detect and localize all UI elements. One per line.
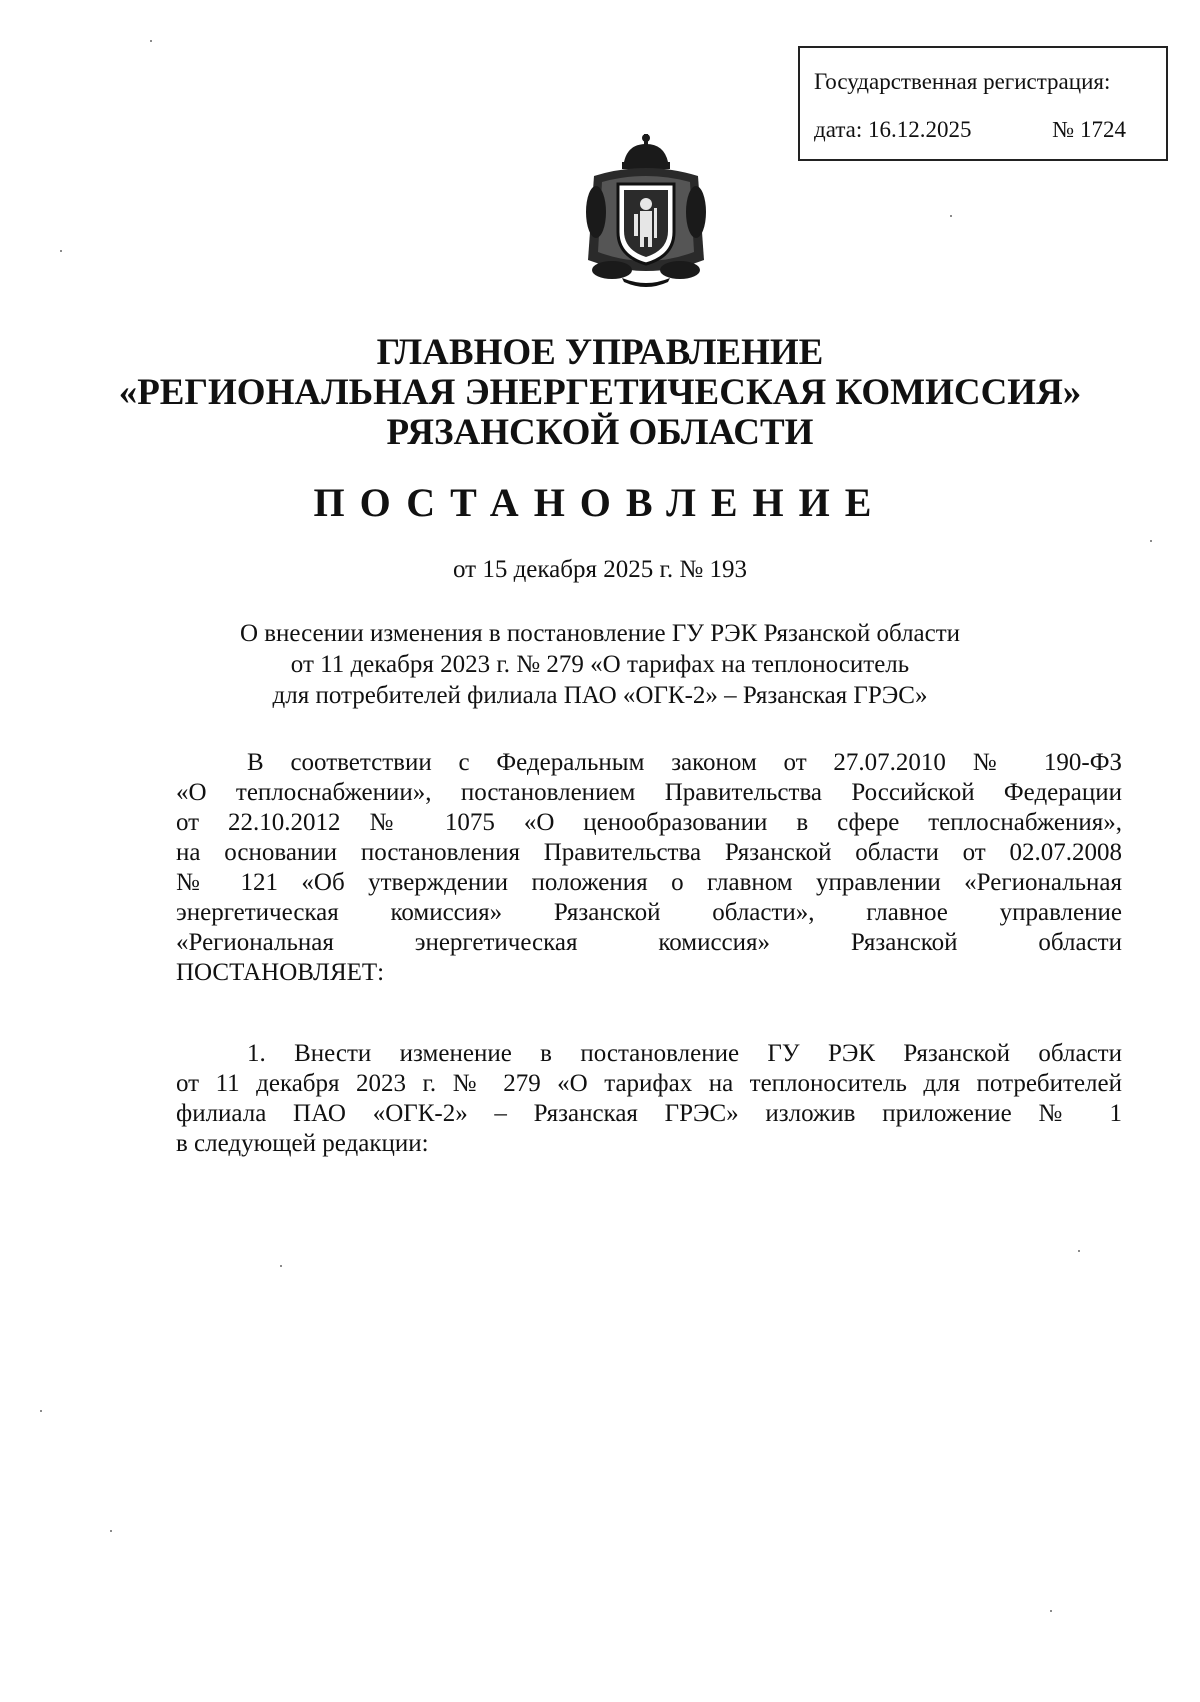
- item-1-paragraph: [176, 1039, 1122, 1159]
- scan-speck: [60, 250, 62, 252]
- item-1-line: в следующей редакции:: [176, 1130, 429, 1157]
- scan-speck: [1150, 540, 1152, 542]
- subject-line-1: О внесении изменения в постановление ГУ РЭК Рязанской области: [239, 620, 961, 647]
- document-date-number: от 15 декабря 2025 г. № 193: [452, 556, 748, 583]
- preamble-line: ПОСТАНОВЛЯЕТ:: [176, 959, 385, 986]
- scan-speck: [950, 215, 952, 217]
- registration-date: дата: 16.12.2025: [814, 117, 972, 142]
- state-registration-stamp: [798, 46, 1168, 161]
- scan-speck: [280, 1265, 282, 1267]
- registration-number: № 1724: [1052, 117, 1126, 142]
- agency-line-2: «РЕГИОНАЛЬНАЯ ЭНЕРГЕТИЧЕСКАЯ КОМИССИЯ»: [118, 372, 1082, 413]
- subject-line-3: для потребителей филиала ПАО «ОГК-2» – Рязанская ГРЭС»: [272, 682, 928, 709]
- ryazan-oblast-coat-of-arms-icon: [572, 132, 720, 292]
- preamble-paragraph: [176, 748, 1122, 988]
- scan-speck: [150, 40, 152, 42]
- item-1-line: 1. Внести изменение в постановление ГУ РЭК Рязанской области: [247, 1040, 1122, 1067]
- scan-speck: [40, 1410, 42, 1412]
- subject-line-2: от 11 декабря 2023 г. № 279 «О тарифах на теплоноситель: [290, 651, 910, 678]
- preamble-line: В соответствии с Федеральным законом от 27.07.2010 № 190-ФЗ: [247, 749, 1122, 776]
- scan-speck: [1050, 1610, 1052, 1612]
- preamble-line: от 22.10.2012 № 1075 «О ценообразовании в сфере теплоснабжения»,: [176, 809, 1122, 836]
- registration-title: Государственная регистрация:: [814, 69, 1111, 94]
- agency-line-1: ГЛАВНОЕ УПРАВЛЕНИЕ: [376, 332, 824, 373]
- preamble-line: энергетическая комиссия» Рязанской области», главное управление: [176, 899, 1122, 926]
- preamble-line: «О теплоснабжении», постановлением Правительства Российской Федерации: [176, 779, 1122, 806]
- document-subject: [150, 618, 1050, 711]
- scan-speck: [110, 1530, 112, 1532]
- scan-speck: [1078, 1250, 1080, 1252]
- preamble-line: на основании постановления Правительства Рязанской области от 02.07.2008: [176, 839, 1122, 866]
- agency-line-3: РЯЗАНСКОЙ ОБЛАСТИ: [386, 412, 814, 453]
- item-1-line: филиала ПАО «ОГК-2» – Рязанская ГРЭС» изложив приложение № 1: [176, 1100, 1122, 1127]
- agency-name: [100, 333, 1100, 453]
- item-1-line: от 11 декабря 2023 г. № 279 «О тарифах на теплоноситель для потребителей: [176, 1070, 1122, 1097]
- document-type-title: ПОСТАНОВЛЕНИЕ: [313, 480, 887, 525]
- preamble-line: № 121 «Об утверждении положения о главном управлении «Региональная: [176, 869, 1122, 896]
- preamble-line: «Региональная энергетическая комиссия» Рязанской области: [176, 929, 1122, 956]
